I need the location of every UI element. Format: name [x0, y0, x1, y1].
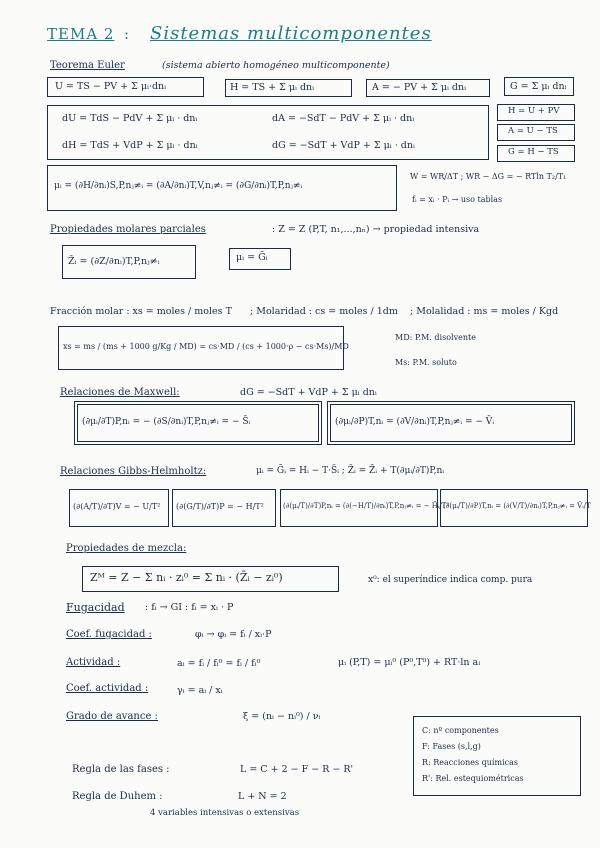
- chem-pot-side-note-1: W = WR/ΔT ; WR − ΔG = − RTln T₂/T₁: [410, 172, 567, 181]
- eq-zbar: Z̄ᵢ = (∂Z/∂nᵢ)T,P,nⱼ≠ᵢ: [68, 256, 160, 267]
- grado-avance-eq: ξ = (nᵢ − nᵢ⁰) / νᵢ: [243, 711, 321, 722]
- regla-duhem-eq: L + N = 2: [238, 791, 287, 802]
- page-title-tema: TEMA 2: [47, 25, 115, 43]
- molality: ; Molalidad : ms = moles / Kgd: [410, 306, 559, 317]
- gibbs-helmholtz-heading: Relaciones Gibbs-Helmholtz:: [60, 466, 207, 477]
- eq-conversion: xs = ms / (ms + 1000 g/Kg / MD) = cs·MD / (cs + 1000·ρ − cs·Ms)/MD: [63, 342, 349, 351]
- chem-pot-side-note-2: fᵢ = xᵢ · Pᵢ → uso tablas: [412, 195, 503, 204]
- page-title-topic: Sistemas multicomponentes: [150, 23, 432, 44]
- note-md: MD: P.M. disolvente: [395, 333, 476, 342]
- maxwell-heading: Relaciones de Maxwell:: [60, 387, 180, 398]
- eq-rel-A: A = U − TS: [508, 126, 558, 136]
- eq-rel-H: H = U + PV: [508, 106, 560, 116]
- fraction-molar: Fracción molar : xs = moles / moles T: [50, 306, 232, 317]
- regla-duhem-label: Regla de Duhem :: [72, 791, 163, 802]
- coef-actividad-eq: γᵢ = aᵢ / xᵢ: [177, 685, 223, 696]
- eq-gh-4: (∂(μᵢ/T)/∂P)T,nᵢ = (∂(V/T)/∂nᵢ)T,P,nⱼ≠ᵢ = V̄ᵢ/T: [443, 502, 591, 510]
- eq-dU: dU = TdS − PdV + Σ μᵢ · dnᵢ: [62, 113, 198, 124]
- eq-dA: dA = −SdT − PdV + Σ μᵢ · dnᵢ: [272, 113, 415, 124]
- eq-mu-gbar: μᵢ = Ḡᵢ: [236, 252, 268, 263]
- molarity: ; Molaridad : cs = moles / 1dm: [250, 306, 398, 317]
- title-colon: :: [124, 25, 131, 43]
- eq-gh-3: (∂(μᵢ/T)/∂T)P,nᵢ = (∂(−H/T)/∂nᵢ)T,P,nⱼ≠ᵢ = − H̄ᵢ/T²: [283, 502, 450, 510]
- euler-subtitle: (sistema abierto homogéneo multicomponente): [162, 60, 390, 71]
- eq-dG: dG = −SdT + VdP + Σ μᵢ · dnᵢ: [272, 140, 415, 151]
- maxwell-dG: dG = −SdT + VdP + Σ μᵢ dnᵢ: [240, 387, 377, 398]
- eq-U: U = TS − PV + Σ μᵢ·dnᵢ: [55, 81, 167, 92]
- legend-f: F: Fases (s,l,g): [422, 742, 481, 751]
- mu-activity-eq: μᵢ (P,T) = μᵢ⁰ (P⁰,T⁰) + RT·ln aᵢ: [338, 657, 481, 668]
- regla-fases-eq: L = C + 2 − F − R − R': [240, 764, 354, 775]
- fugacidad-eq: : fᵢ → GI : fᵢ = xᵢ · P: [145, 602, 234, 613]
- eq-rel-G: G = H − TS: [508, 147, 559, 157]
- regla-duhem-note: 4 variables intensivas o extensivas: [150, 808, 300, 818]
- legend-box: [413, 716, 581, 796]
- mezcla-note: x⁰: el superíndice indica comp. pura: [368, 575, 533, 585]
- eq-A: A = − PV + Σ μᵢ dnᵢ: [372, 82, 467, 93]
- euler-heading: Teorema Euler: [50, 60, 125, 71]
- partial-heading: Propiedades molares parciales: [50, 224, 206, 235]
- fugacidad-label: Fugacidad: [66, 601, 125, 614]
- coef-fugacidad-eq: φᵢ → φᵢ = fᵢ / xᵢ·P: [195, 629, 272, 640]
- actividad-label: Actividad :: [66, 657, 121, 668]
- eq-dH: dH = TdS + VdP + Σ μᵢ · dnᵢ: [62, 140, 198, 151]
- note-ms: Ms: P.M. soluto: [395, 358, 457, 367]
- eq-G: G = Σ μᵢ dnᵢ: [510, 81, 567, 92]
- gibbs-helmholtz-eq: μᵢ = Ḡᵢ = Hᵢ − T·S̄ᵢ ; Z̄ᵢ = Z̄ᵢ + T(∂μᵢ/∂T)P,nᵢ: [256, 466, 445, 476]
- eq-chem-pot: μᵢ = (∂H/∂nᵢ)S,P,nⱼ≠ᵢ = (∂A/∂nᵢ)T,V,nⱼ≠ᵢ = (∂G/∂nᵢ)T,P,nⱼ≠ᵢ: [54, 181, 303, 191]
- eq-maxwell-1: (∂μᵢ/∂T)P,nᵢ = − (∂S/∂nᵢ)T,P,nⱼ≠ᵢ = − S̄ᵢ: [82, 417, 251, 427]
- actividad-eq: aᵢ = fᵢ / fᵢ⁰ = fᵢ / fᵢ⁰: [177, 658, 261, 669]
- legend-r: R: Reacciones químicas: [422, 758, 518, 767]
- legend-c: C: nº componentes: [422, 726, 499, 735]
- coef-fugacidad-label: Coef. fugacidad :: [66, 629, 152, 640]
- mezcla-heading: Propiedades de mezcla:: [66, 543, 187, 554]
- eq-gh-1: (∂(A/T)/∂T)V = − U/T²: [73, 502, 161, 511]
- eq-H: H = TS + Σ μᵢ dnᵢ: [230, 82, 315, 93]
- coef-actividad-label: Coef. actividad :: [66, 683, 149, 694]
- regla-fases-label: Regla de las fases :: [72, 764, 170, 775]
- grado-avance-label: Grado de avance :: [66, 711, 158, 722]
- eq-gh-2: (∂(G/T)/∂T)P = − H/T²: [176, 502, 264, 511]
- eq-mezcla: Zᴹ = Z − Σ nᵢ · zᵢ⁰ = Σ nᵢ · (Z̄ᵢ − zᵢ⁰): [90, 571, 283, 584]
- partial-definition: : Z = Z (P,T, n₁,...,nₙ) → propiedad intensiva: [272, 224, 480, 235]
- legend-r-prime: R': Rel. estequiométricas: [422, 774, 524, 783]
- eq-maxwell-2: (∂μᵢ/∂P)T,nᵢ = (∂V/∂nᵢ)T,P,nⱼ≠ᵢ = − V̄ᵢ: [335, 417, 495, 427]
